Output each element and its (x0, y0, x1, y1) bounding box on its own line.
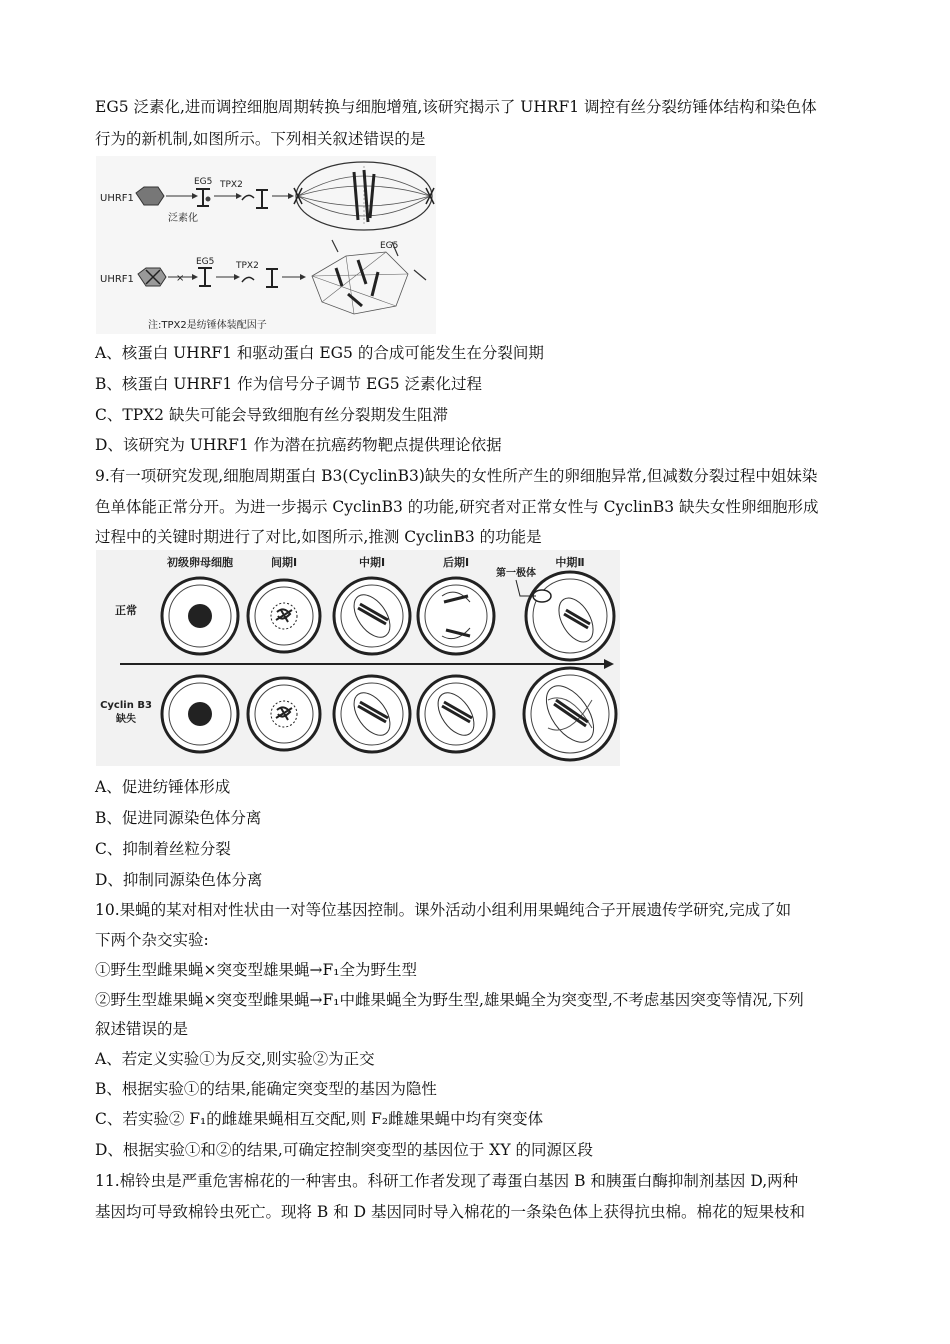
uhrf1-label-bottom: UHRF1 (100, 274, 134, 285)
ubiquitin-icon (206, 197, 211, 202)
ubiquitination-label: 泛素化 (168, 213, 198, 224)
q10-option-b: B、根据实验①的结果,能确定突变型的基因为隐性 (95, 1080, 437, 1098)
stage-header-1: 初级卵母细胞 (167, 556, 233, 569)
normal-oocyte-anaphase-1 (418, 578, 494, 654)
q9-option-c: C、抑制着丝粒分裂 (95, 840, 231, 858)
normal-oocyte-interphase (248, 580, 320, 652)
stage-header-4: 后期Ⅰ (442, 556, 470, 569)
row-label-normal: 正常 (115, 604, 137, 617)
q8-option-d: D、该研究为 UHRF1 作为潜在抗癌药物靶点提供理论依据 (95, 436, 502, 454)
normal-oocyte-metaphase-2 (526, 572, 614, 660)
blocked-mark: × (176, 273, 185, 284)
stage-header-5: 中期Ⅱ (555, 556, 585, 569)
q9-stem-line-2: 色单体能正常分开。为进一步揭示 CyclinB3 的功能,研究者对正常女性与 CyclinB3 缺失女性卵细胞形成 (95, 498, 819, 516)
normal-oocyte-primary (162, 578, 238, 654)
row-label-mutant-2: 缺失 (116, 714, 136, 725)
q8-stem-line-1: EG5 泛素化,进而调控细胞周期转换与细胞增殖,该研究揭示了 UHRF1 调控有丝分裂纺锤体结构和染色体 (95, 98, 817, 116)
eg5-label-spindle: EG5 (380, 241, 399, 251)
q10-option-c: C、若实验② F₁的雌雄果蝇相互交配,则 F₂雌雄果蝇中均有突变体 (95, 1110, 544, 1128)
mutant-oocyte-metaphase-1 (334, 676, 410, 752)
uhrf1-mechanism-figure (96, 156, 436, 334)
stage-header-3: 中期Ⅰ (358, 556, 386, 569)
q8-option-b: B、核蛋白 UHRF1 作为信号分子调节 EG5 泛素化过程 (95, 375, 483, 393)
q9-option-d: D、抑制同源染色体分离 (95, 871, 263, 889)
figure-note: 注:TPX2是纺锤体装配因子 (148, 320, 267, 331)
mutant-oocyte-arrested-2 (524, 668, 616, 760)
q11-stem-line-2: 基因均可导致棉铃虫死亡。现将 B 和 D 基因同时导入棉花的一条染色体上获得抗虫棉。棉花的短果枝和 (95, 1203, 806, 1221)
cyclinb3-meiosis-figure (96, 550, 620, 766)
eg5-label-top: EG5 (194, 177, 213, 187)
q10-experiment-2-line-2: 叙述错误的是 (95, 1020, 189, 1038)
q10-stem-line-2: 下两个杂交实验: (95, 931, 209, 949)
eg5-label-bottom: EG5 (196, 257, 215, 267)
q10-option-d: D、根据实验①和②的结果,可确定控制突变型的基因位于 XY 的同源区段 (95, 1141, 593, 1159)
q9-option-b: B、促进同源染色体分离 (95, 809, 262, 827)
mutant-oocyte-interphase (248, 678, 320, 750)
q8-stem-line-2: 行为的新机制,如图所示。下列相关叙述错误的是 (95, 130, 426, 148)
mutant-oocyte-arrested-1 (418, 676, 494, 752)
polar-body-label: 第一极体 (496, 568, 536, 579)
q9-stem-line-3: 过程中的关键时期进行了对比,如图所示,推测 CyclinB3 的功能是 (95, 528, 542, 546)
tpx2-label-bottom: TPX2 (236, 261, 259, 271)
mutant-oocyte-primary (162, 676, 238, 752)
stage-header-2: 间期Ⅰ (270, 556, 298, 569)
tpx2-label-top: TPX2 (220, 180, 243, 190)
q8-option-a: A、核蛋白 UHRF1 和驱动蛋白 EG5 的合成可能发生在分裂间期 (95, 344, 544, 362)
q9-stem-line-1: 9.有一项研究发现,细胞周期蛋白 B3(CyclinB3)缺失的女性所产生的卵细胞异常,但减数分裂过程中姐妹染 (95, 467, 818, 485)
normal-oocyte-metaphase-1 (334, 578, 410, 654)
uhrf1-label-top: UHRF1 (100, 193, 134, 204)
row-label-mutant-1: Cyclin B3 (100, 700, 152, 711)
q11-stem-line-1: 11.棉铃虫是严重危害棉花的一种害虫。科研工作者发现了毒蛋白基因 B 和胰蛋白酶抑制剂基因 D,两种 (95, 1172, 799, 1190)
q8-option-c: C、TPX2 缺失可能会导致细胞有丝分裂期发生阻滞 (95, 406, 448, 424)
q10-experiment-2-line-1: ②野生型雄果蝇×突变型雌果蝇→F₁中雌果蝇全为野生型,雄果蝇全为突变型,不考虑基因突变等情况,下列 (95, 991, 804, 1009)
q10-experiment-1: ①野生型雌果蝇×突变型雄果蝇→F₁全为野生型 (95, 961, 417, 979)
q10-stem-line-1: 10.果蝇的某对相对性状由一对等位基因控制。课外活动小组利用果蝇纯合子开展遗传学研究,完成了如 (95, 901, 792, 919)
q10-option-a: A、若定义实验①为反交,则实验②为正交 (95, 1050, 375, 1068)
q9-option-a: A、促进纺锤体形成 (95, 778, 231, 796)
